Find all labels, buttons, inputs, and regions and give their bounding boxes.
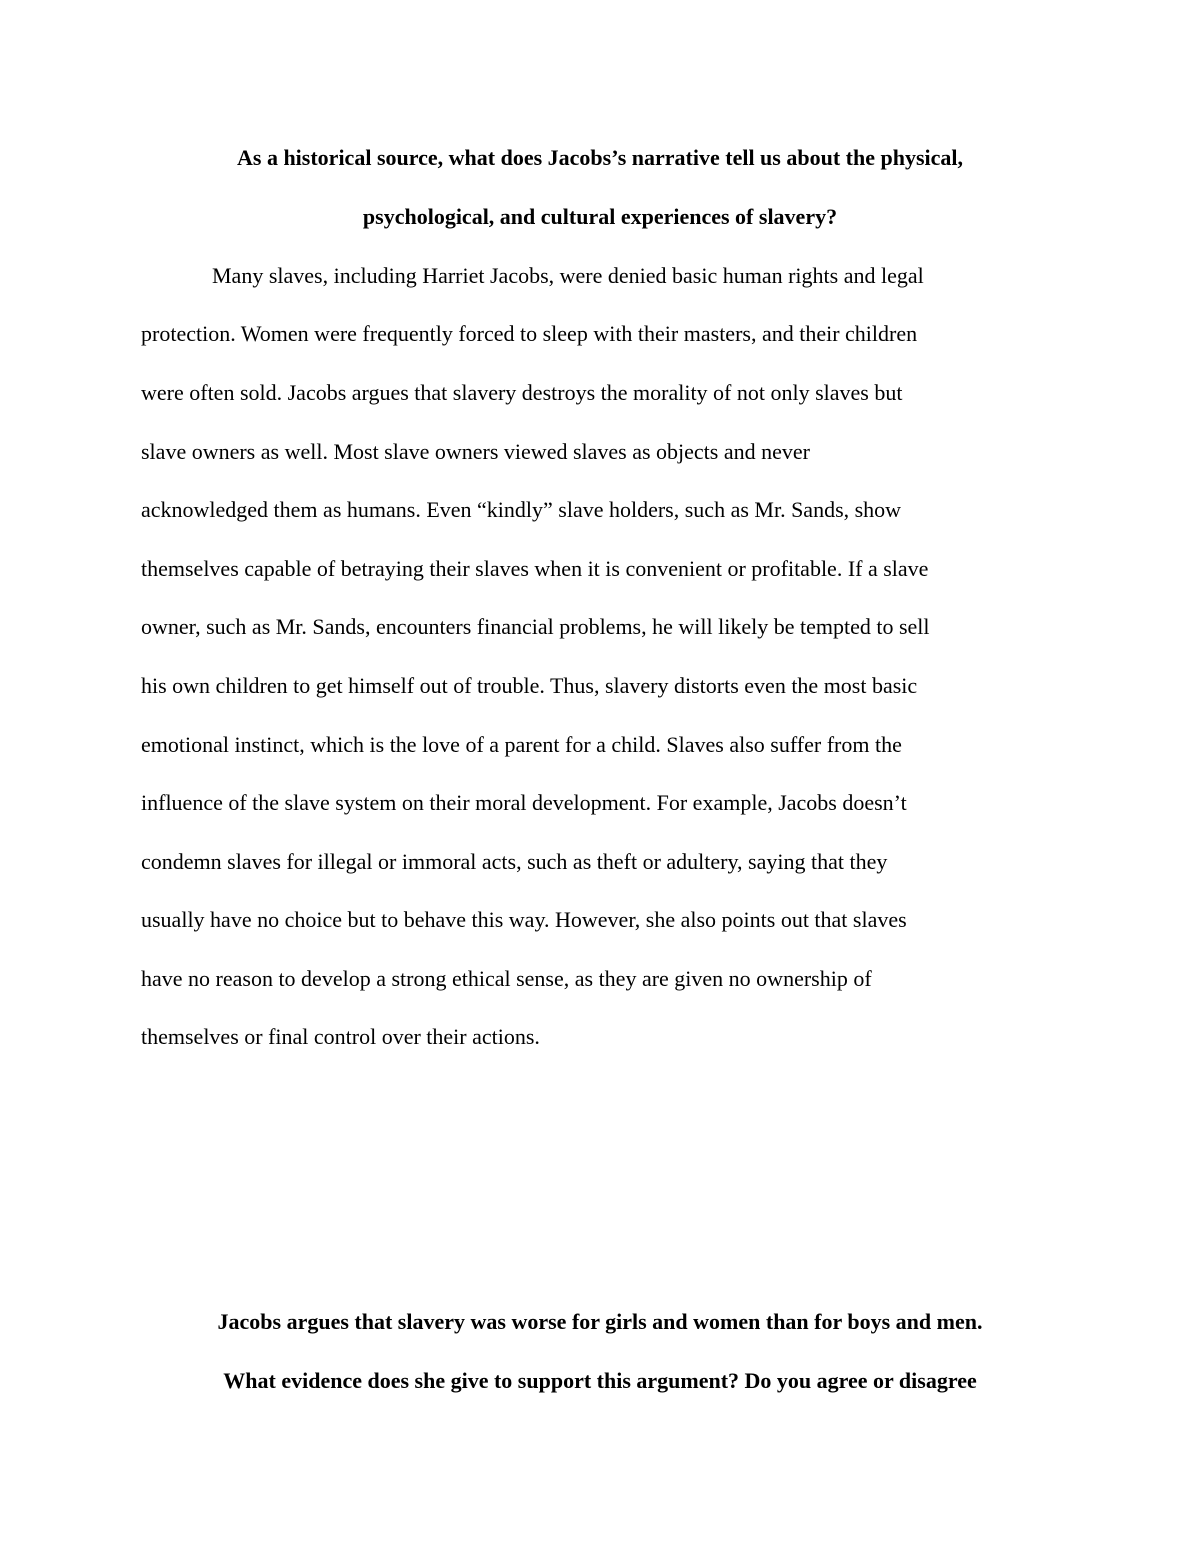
answer-1-line-11: condemn slaves for illegal or immoral acts, such as theft or adultery, saying that they [141, 849, 888, 874]
answer-1-line-2: protection. Women were frequently forced to sleep with their masters, and their children [141, 321, 918, 346]
question-2-line-1: Jacobs argues that slavery was worse for girls and women than for boys and men. [217, 1309, 983, 1334]
answer-1-line-7: owner, such as Mr. Sands, encounters financial problems, he will likely be tempted to sell [141, 614, 930, 639]
answer-1-line-9: emotional instinct, which is the love of a parent for a child. Slaves also suffer from the [141, 732, 902, 757]
question-2-line-2: What evidence does she give to support this argument? Do you agree or disagree [223, 1368, 977, 1393]
question-1-line-1: As a historical source, what does Jacobs’s narrative tell us about the physical, [237, 145, 963, 170]
answer-1-line-13: have no reason to develop a strong ethical sense, as they are given no ownership of [141, 966, 872, 991]
question-1-line-2: psychological, and cultural experiences of slavery? [362, 204, 838, 229]
answer-1-line-12: usually have no choice but to behave this way. However, she also points out that slaves [141, 907, 907, 932]
answer-1-line-4: slave owners as well. Most slave owners viewed slaves as objects and never [141, 439, 810, 464]
answer-1-line-10: influence of the slave system on their moral development. For example, Jacobs doesn’t [141, 790, 907, 815]
answer-1-line-14: themselves or final control over their actions. [141, 1024, 540, 1049]
answer-1-line-1: Many slaves, including Harriet Jacobs, were denied basic human rights and legal [212, 263, 924, 288]
answer-1-line-3: were often sold. Jacobs argues that slavery destroys the morality of not only slaves but [141, 380, 903, 405]
answer-1-line-6: themselves capable of betraying their slaves when it is convenient or profitable. If a slave [141, 556, 929, 581]
answer-1-line-5: acknowledged them as humans. Even “kindly” slave holders, such as Mr. Sands, show [141, 497, 902, 522]
answer-1-line-8: his own children to get himself out of trouble. Thus, slavery distorts even the most basic [141, 673, 918, 698]
